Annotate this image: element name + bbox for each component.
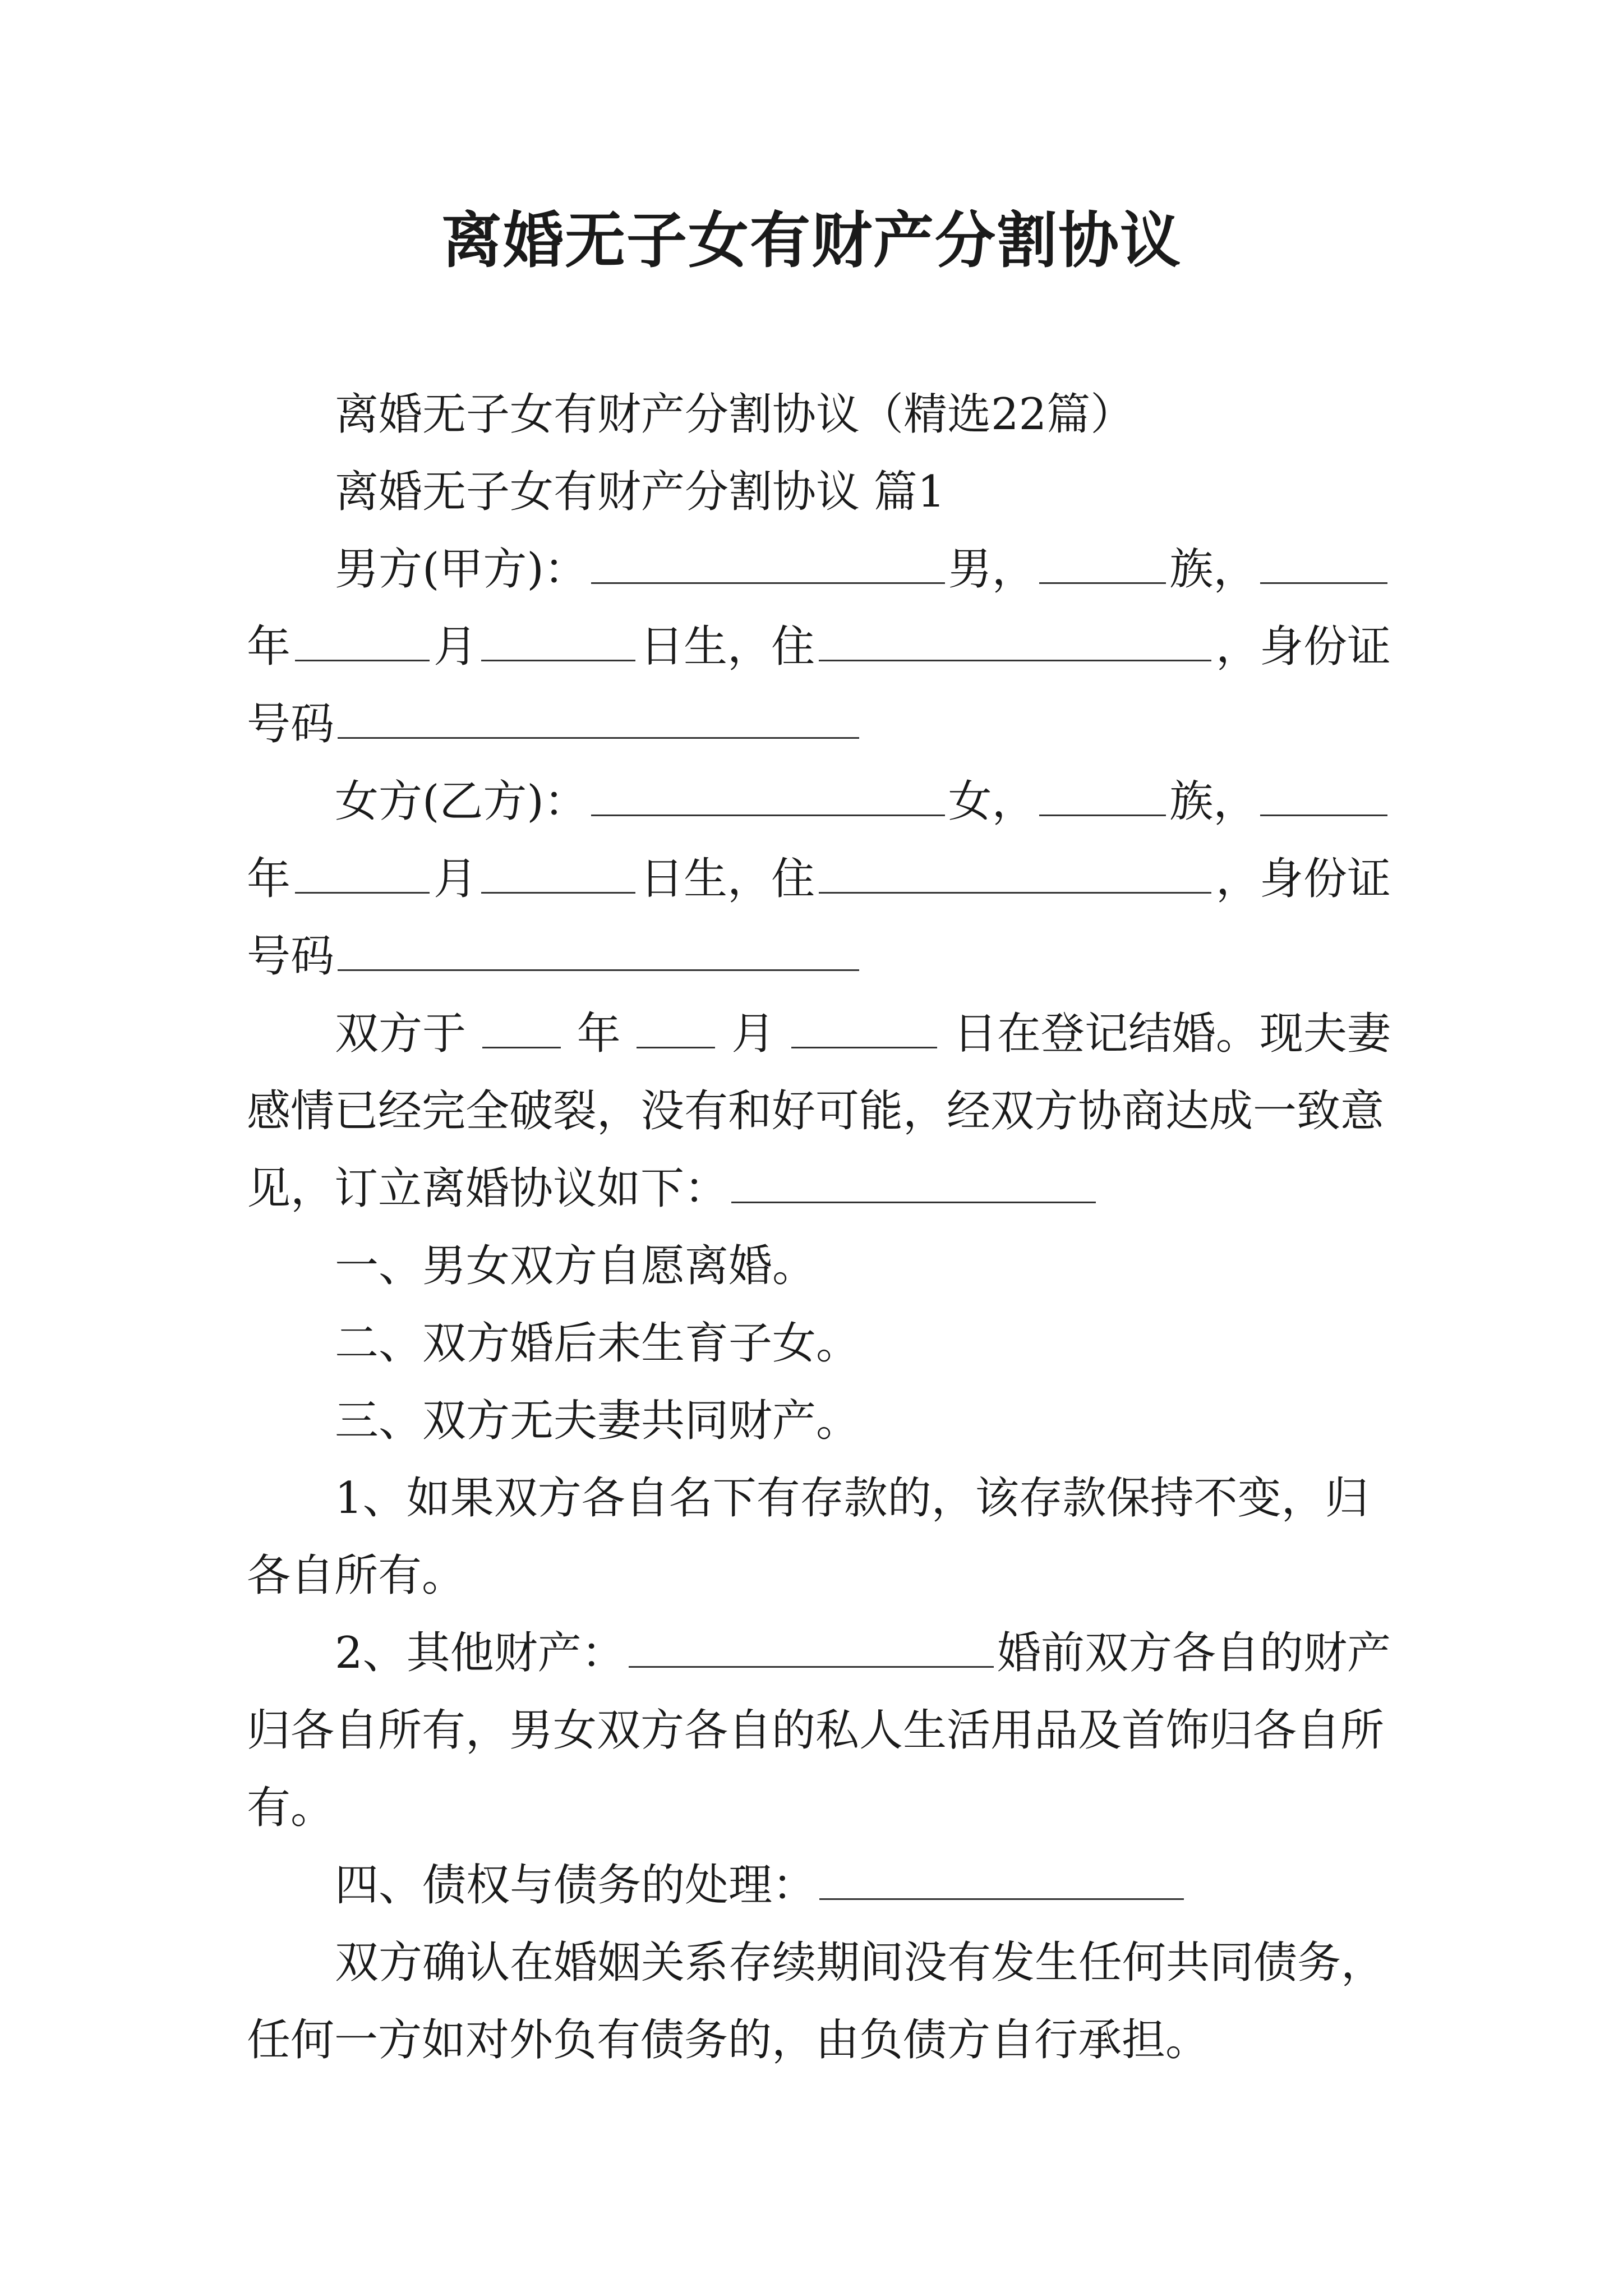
male-address-blank <box>819 623 1211 661</box>
marriage-line-1 <box>247 995 1391 1073</box>
male-id-suffix: ，身份证 <box>1215 622 1391 672</box>
document-title: 离婚无子女有财产分割协议 <box>441 206 1182 276</box>
male-month-blank <box>295 623 430 661</box>
female-party-line-2 <box>247 840 1391 918</box>
clause-3-2-prefix: 2、其他财产： <box>335 1628 625 1678</box>
clause-4-text: 四、债权与债务的处理： <box>335 1860 817 1911</box>
male-party-line-2 <box>247 608 1391 685</box>
clause-3: 三、双方无夫妻共同财产。 <box>335 1396 860 1446</box>
female-gender: 女， <box>948 776 1036 827</box>
marriage-month-blank <box>637 1010 715 1048</box>
marriage-year: 年 <box>577 1009 621 1059</box>
female-ethnicity: 族， <box>1169 776 1257 827</box>
marriage-line-2: 感情已经完全破裂，没有和好可能，经双方协商达成一致意 <box>247 1086 1385 1137</box>
marriage-line-3 <box>247 1150 1391 1227</box>
female-id-label: 号码 <box>247 931 335 982</box>
female-name-blank <box>591 777 945 816</box>
male-id-blank <box>338 700 859 739</box>
clause-3-2-line-2: 归各自所有，男女双方各自的私人生活用品及首饰归各自所 <box>247 1705 1385 1756</box>
female-year-blank <box>1260 777 1387 816</box>
marriage-month: 月 <box>731 1009 776 1059</box>
marriage-day-blank <box>791 1010 937 1048</box>
clause-4 <box>247 1847 1391 1924</box>
male-name-blank <box>591 545 945 584</box>
clause-4-line-1: 双方确认在婚姻关系存续期间没有发生任何共同债务， <box>335 1938 1385 1988</box>
subtitle: 离婚无子女有财产分割协议（精选22篇） <box>335 389 1135 440</box>
male-born-reside: 日生，住 <box>639 622 815 672</box>
male-label: 男方(甲方)： <box>335 544 588 595</box>
clause-3-2-line-3: 有。 <box>247 1783 335 1833</box>
female-party-line-1 <box>247 763 1391 840</box>
other-property-blank <box>629 1629 994 1668</box>
clause-1: 一、男女双方自愿离婚。 <box>335 1241 817 1291</box>
female-month-blank <box>295 855 430 894</box>
marriage-prefix: 双方于 <box>335 1009 467 1059</box>
marriage-line-3-text: 见，订立离婚协议如下： <box>247 1163 728 1214</box>
male-year-blank <box>1260 545 1387 584</box>
male-ethnicity: 族， <box>1169 544 1257 595</box>
female-month: 月 <box>433 854 477 904</box>
male-month: 月 <box>433 622 477 672</box>
debt-handling-blank <box>819 1861 1184 1900</box>
female-day-blank <box>481 855 635 894</box>
male-party-line-1 <box>247 531 1391 608</box>
marriage-suffix: 日在登记结婚。现夫妻 <box>953 1009 1391 1059</box>
female-id-blank <box>338 932 859 971</box>
male-party-line-3 <box>247 685 1391 763</box>
male-gender: 男， <box>948 544 1036 595</box>
clause-3-1-line-1: 1、如果双方各自名下有存款的，该存款保持不变，归 <box>335 1473 1369 1524</box>
female-address-blank <box>819 855 1211 894</box>
female-year: 年 <box>247 854 291 904</box>
agreement-blank <box>731 1165 1096 1203</box>
section-heading: 离婚无子女有财产分割协议 篇1 <box>335 467 946 517</box>
clause-2: 二、双方婚后未生育子女。 <box>335 1318 860 1369</box>
female-id-suffix: ，身份证 <box>1215 854 1391 904</box>
marriage-year-blank <box>482 1010 561 1048</box>
female-ethnicity-blank <box>1039 777 1166 816</box>
female-party-line-3 <box>247 918 1391 995</box>
male-day-blank <box>481 623 635 661</box>
clause-4-line-2: 任何一方如对外负有债务的，由负债方自行承担。 <box>247 2015 1210 2065</box>
female-label: 女方(乙方)： <box>335 776 588 827</box>
document-body <box>247 376 1391 2079</box>
male-year: 年 <box>247 622 291 672</box>
male-ethnicity-blank <box>1039 545 1166 584</box>
clause-3-1-line-2: 各自所有。 <box>247 1550 466 1601</box>
female-born-reside: 日生，住 <box>639 854 815 904</box>
clause-3-2-suffix: 婚前双方各自的财产 <box>997 1628 1391 1678</box>
male-id-label: 号码 <box>247 699 335 749</box>
clause-3-2-line-1 <box>247 1614 1391 1692</box>
